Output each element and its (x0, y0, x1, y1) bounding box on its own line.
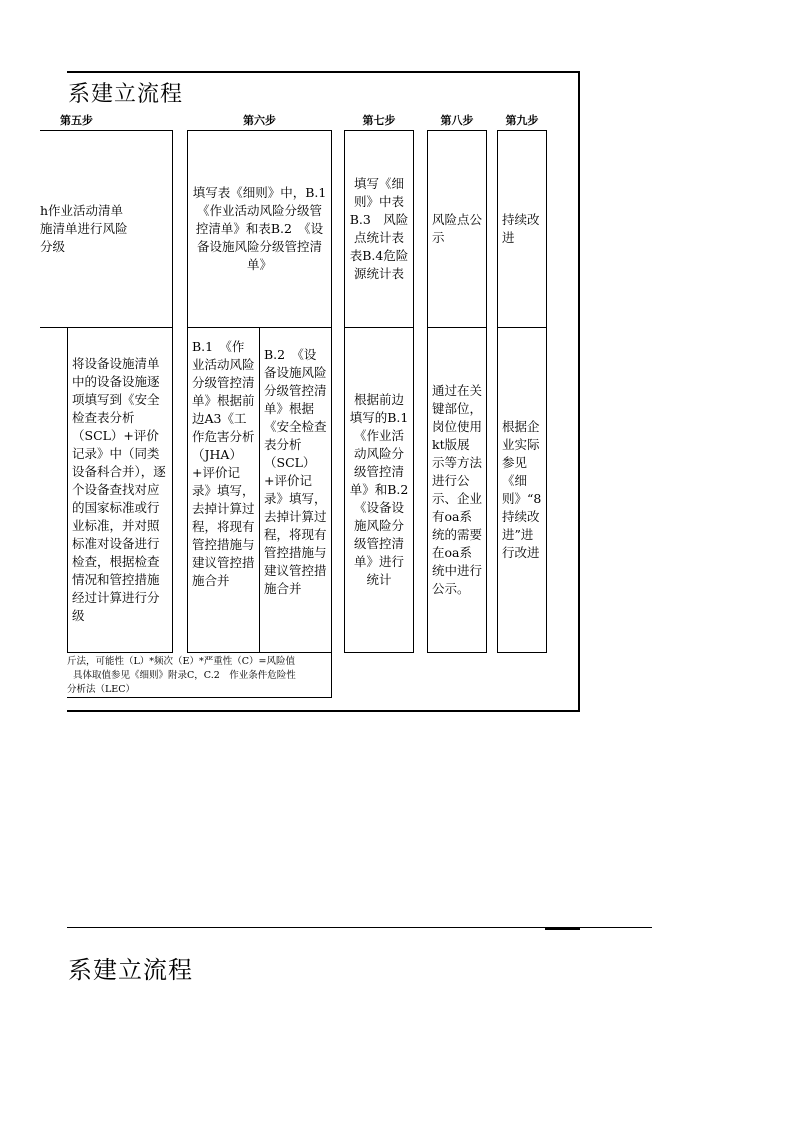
divider-accent (545, 928, 580, 930)
step7-bottom-text: 根据前边填写的B.1 《作业活动风险分级管控清单》和B.2《设备设施风险分级管控清单》进行统计 (349, 392, 421, 587)
step9-bottom-box (497, 327, 547, 653)
step8-bottom-box (427, 327, 487, 653)
step7-top-text: 填写《细则》中表B.3 风险点统计表表B.4危险源统计表 (349, 176, 409, 281)
step5-top-text: h作业活动清单 施清单进行风险 分级 (40, 203, 128, 254)
note-line-1: 斤法，可能性（L）*频次（E）*严重性（C）=风险值 (67, 656, 295, 667)
step6-top-text: 填写表《细则》中，B.1 《作业活动风险分级管控清单》和表B.2 《设备设施风险分级管控清单》 (192, 185, 339, 272)
step6-top-box (187, 130, 339, 328)
step7-bottom-box (344, 327, 421, 653)
step9-top-text: 持续改进 (502, 212, 540, 245)
step5-bottom-box (67, 327, 173, 653)
step8-top-box (427, 130, 487, 328)
step7-header: 第七步 (362, 114, 396, 127)
step9-bottom-text: 根据企业实际参见《细则》“8持续改进”进行改进 (502, 419, 542, 560)
step6-bottom-left-box (187, 327, 260, 653)
step9-header: 第九步 (505, 114, 539, 127)
step6-bottom-left-text: B.1 《作业活动风险分级管控清单》根据前边A3《工作危害分析（JHA）+评价记录》填写，去掉计算过程，将现有管控措施与建议管控措施合并 (192, 339, 255, 588)
frame-right (578, 71, 580, 712)
step5-header: 第五步 (60, 114, 93, 127)
step8-top-text: 风险点公示 (432, 212, 483, 245)
frame-top (67, 71, 580, 73)
step6-header: 第六步 (243, 114, 276, 127)
step8-header: 第八步 (440, 114, 474, 127)
page-title-2: 系建立流程 (68, 956, 193, 984)
step5-bottom-text: 将设备设施清单中的设备设施逐项填写到《安全检查表分析（SCL）+评价记录》中（同类设备科合并），逐个设备查找对应的国家标准或行业标准，并对照标准对设备进行检查，根据检查情况和管控措施经过计算进行分级 (72, 356, 166, 623)
step8-bottom-text: 通过在关键部位，岗位使用kt版展示等方法进行公示、企业有oa系统的需要在oa系统中进行公示。 (432, 383, 483, 596)
note-line-3: 分析法（LEC） (67, 684, 136, 695)
step6-bottom-right-text: B.2 《设备设施风险分级管控清单》根据《安全检查表分析（SCL）+评价记录》填写，去掉计算过程，将现有管控措施与建议管控措施合并 (264, 347, 327, 596)
step5-top-box (40, 130, 173, 328)
step9-top-box (497, 130, 547, 328)
step7-top-box (344, 130, 414, 328)
step6-bottom-right-box (259, 327, 332, 653)
frame-bottom (67, 710, 580, 712)
note-line-2: 具体取值参见《细则》附录C，C.2 作业条件危险性 (73, 670, 296, 681)
page-title: 系建立流程 (68, 82, 184, 107)
note-box (67, 653, 332, 698)
